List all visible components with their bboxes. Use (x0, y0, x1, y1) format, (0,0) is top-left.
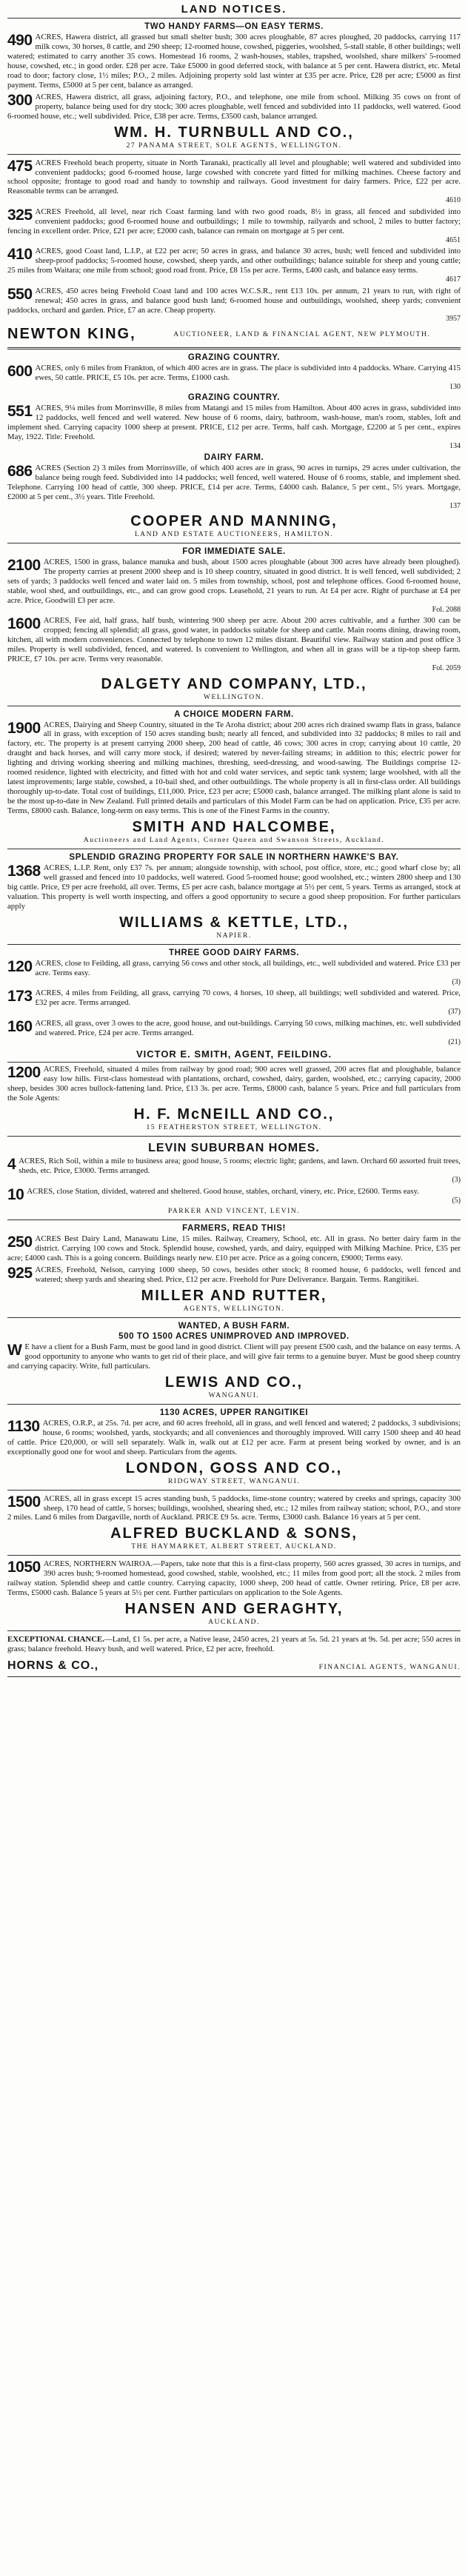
dalgety-ad (7, 543, 461, 706)
dalgety-firm: DALGETY AND COMPANY, LTD., (101, 675, 367, 692)
acreage: 300 (7, 92, 33, 109)
divider (7, 1062, 461, 1063)
listing-ref: 137 (449, 501, 461, 510)
listing-text: ACRES, Hawera district, all grass, adjoining factory, P.O., and telephone, one mile from school. Milking 35 cows on front of property, balance being used for dry stock; 300 acres ploughable, well fenced and subdivided into 11 paddocks, well watered. Good 6-roomed house, etc.; well subdivided. Price, £38 per acre. Terms, £3500 cash, balance arranged. (7, 92, 461, 121)
buckland-firm: ALFRED BUCKLAND & SONS, (110, 1525, 358, 1542)
miller-rutter-ad (7, 1220, 461, 1318)
acreage: 490 (7, 33, 33, 49)
lewis-subheading: 500 TO 1500 ACRES UNIMPROVED AND IMPROVED. (118, 1331, 350, 1341)
smith-address: Auctioneers and Land Agents, Corner Queen and Swanson Streets, Auckland. (83, 836, 385, 845)
listing (7, 988, 461, 1016)
listing (7, 1559, 461, 1598)
turnbull-firm: WM. H. TURNBULL AND CO., (114, 124, 354, 141)
listing-text: ACRES, Freehold, situated 4 miles from railway by good road; 900 acres well grassed, 200 acres flat and ploughable, balance easy low hills. First-class homestead with plantations, orchard, cowshed, dairy, garden, woolshed, etc.; carrying capacity, 2000 sheep, besides 300 acres bullock-fattening land. Price, £13 3s. per acre. Terms, £8000 cash, balance 5 years. Price and full particulars from the Sole Agents: (7, 1065, 461, 1103)
london-firm: LONDON, GOSS AND CO., (125, 1459, 343, 1476)
listing-text: ACRES, good Coast land, L.I.P., at £22 per acre; 50 acres in grass, and balance 30 acres, bush; well fenced and subdivided into sheep-proof paddocks; 5-roomed house, cowshed, sheep yards, and other outbuildings; balance suitable for sheep and young cattle; 25 miles from Waitara; one mile from school; good road front. Price, £8 15s per acre. Terms, £400 cash, and balance easy terms. (7, 247, 461, 275)
listing-ref: Fol. 2088 (432, 605, 461, 614)
smith-halcombe-ad (7, 706, 461, 850)
miller-heading: FARMERS, READ THIS! (182, 1224, 286, 1234)
listing-ref: 4651 (446, 235, 461, 244)
listing (7, 33, 461, 90)
smith-heading: A CHOICE MODERN FARM. (174, 709, 294, 719)
turnbull-address: 27 PANAMA STREET, SOLE AGENTS, WELLINGTON. (126, 141, 342, 150)
listing-text: ACRES, O.R.P., at 25s. 7d. per acre, and 60 acres freehold, all in grass, and well fenced and watered; 2 paddocks, 3 subdivisions; house, 6 rooms; woolshed, yards, stockyards; and all conveniences and thoroughly improved. Will carry 1500 sheep and 40 head of cattle. Price £20,000, or will sell separately. Walk in, walk out at £12 per acre. Farm at present being worked by owner, and is an exceptionally good one for wool and sheep. Particulars from the agents. (7, 1418, 461, 1456)
lewis-address: WANGANUI. (208, 1391, 260, 1399)
london-address: RIDGWAY STREET, WANGANUI. (167, 1476, 301, 1485)
acreage: 410 (7, 247, 33, 264)
section-heading: GRAZING COUNTRY. (187, 352, 281, 362)
dalgety-heading: FOR IMMEDIATE SALE. (182, 547, 286, 556)
drop-cap: W (7, 1342, 22, 1359)
acreage: 600 (7, 363, 33, 380)
mcneill-address: 15 FEATHERSTON STREET, WELLINGTON. (146, 1123, 322, 1131)
listing-text: ACRES (Section 2) 3 miles from Morrinsville, of which 400 acres are in grass, 90 acres in turnips, 29 acres under cultivation, the balance being rough feed. Subdivided into 14 paddocks; well fenced, well watered. House of 6 rooms, stable, and implement shed. Telephone. Carrying 100 head of cattle, 300 sheep. PRICE, £14 per acre. Terms, £4000 cash. Balance, 5 per cent., 5½ years. Mortgage, £2000 at 5 per cent., 3½ years. Title Freehold. (7, 463, 461, 501)
listing-text: ACRES, Rich Soil, within a mile to business area; good house, 5 rooms; electric light; gardens, and lawn. Orchard 60 assorted fruit trees, sheds, etc. Price, £3000. Terms arranged. (19, 1157, 461, 1176)
acreage: 475 (7, 158, 33, 175)
listing (7, 558, 461, 614)
hansen-address: AUCKLAND. (208, 1618, 260, 1627)
mcneill-firm: H. F. McNEILL AND CO., (133, 1105, 335, 1123)
listing-text: ACRES, 1500 in grass, balance manuka and bush, about 1500 acres ploughable (about 300 acres have already been ploughed). The property carries at present 2000 sheep and is 10 sheep country, situated in good district. It is well fenced, well subdivided; 2 sets of yards; 3 paddocks well fenced and water laid on. 5 miles from township, school, post and telephone offices. Good 6-roomed house, stable, wool shed, and outbuildings, etc., and can grow good crops. Leasehold, 21 years to run. At £4 per acre. Right of purchase at £4 per acre. Price, Goodwill £3 per acre. (7, 558, 461, 605)
listing-ref: 130 (449, 382, 461, 391)
williams-kettle-ad (7, 849, 461, 945)
hansen-firm: HANSEN AND GERAGHTY, (124, 1601, 344, 1618)
listing-text: ACRES Freehold, all level, near rich Coast farming land with two good roads, 8½ in grass, all fenced and subdivided into convenient paddocks; good 6-roomed house and outbuildings; 1 mile to township, railyards and school, 2 miles to butter factory; fencing in excellent order. Price, £21 per acre; £2000 cash, balance can remain on mortgage at 5 per cent. (7, 207, 461, 235)
listing-ref: (21) (448, 1037, 461, 1046)
listing-text: ACRES, 9¼ miles from Morrinsville, 8 miles from Matangi and 15 miles from Hamilton. About 400 acres in grass, subdivided into 12 paddocks, well fenced and well watered. New house of 6 rooms, dairy, bathroom, wash-house, man's room, stables, loft and implement shed. Carrying capacity 1000 sheep at present. PRICE, £12 per acre. Terms, half cash. Mortgage, £2200 at 5 per cent., expires May, 1922. Title: Freehold. (7, 404, 461, 442)
acreage: 1600 (7, 616, 41, 633)
listing (7, 616, 461, 672)
victor-heading: THREE GOOD DAIRY FARMS. (168, 948, 300, 957)
smith-firm: SMITH AND HALCOMBE, (132, 819, 336, 836)
land-notices-page (7, 0, 461, 1677)
london-heading: 1130 ACRES, UPPER RANGITIKEI (159, 1408, 309, 1417)
acreage: 1900 (7, 720, 41, 737)
listing-text: ACRES, NORTHERN WAIROA.—Papers, take note that this is a first-class property, 560 acres grassed, 30 acres in turnips, and 390 acres bush; 9-roomed homestead, good cowshed, stable, woolshed, etc.; 11 miles from good port; all the stock. 2 miles from railway station. Splendid sheep and cattle country. Carrying capacity, 1000 sheep, 200 head of cattle. Owner retiring. Price, £8 per acre. Terms, £5000 cash. Balance 5 years at 5½ per cent. Further particulars on application to the Sole Agents. (7, 1559, 461, 1598)
listing (7, 959, 461, 986)
horns-ad (7, 1631, 461, 1676)
levin-agents: PARKER AND VINCENT, LEVIN. (167, 1207, 301, 1216)
listing-text: ACRES, Dairying and Sheep Country, situated in the Te Aroha district; about 200 acres rich drained swamp flats in grass, balance all in grass, with exception of 150 acres standing bush; nearly all fenced, and subdivided into 32 paddocks; 8 miles to rail and factory, etc. The property is at present carrying 2000 sheep, 200 head of cattle, 46 cows; 300 acres in crop; carrying about 10 cattle, 20 draught and back horses, and will carry more stock, if desired; watered by never-failing streams; in addition to this; electric power for lighting and driving working sheering and milking machines, threshing, seed-dressing, and wood-sawing. The Buildings comprise 12-roomed residence, lighted with electricity, and fitted with hot and cold water services, and septic tank system; large woolshed, with all the latest improvements; large stable, cowshed, a 10-bail shed, and other outbuildings. The whole property is all in first-class order. All buildings thoroughly up-to-date. Total cost of buildings, £11,000. Price, £23 per acre; £5000 cash, balance arranged. The milking plant alone is said to be the most up-to-date in New Zealand. Full printed details and particulars of this Model Farm can be had on application. Price, £35 per acre. Terms, £8000 cash. Balance, long-term on easy terms. This is one of the Finest Farms in the country. (7, 720, 461, 816)
acreage: 250 (7, 1234, 33, 1251)
victor-smith-ad (7, 945, 461, 1137)
buckland-address: THE HAYMARKET, ALBERT STREET, AUCKLAND. (131, 1542, 337, 1551)
acreage: 160 (7, 1018, 33, 1035)
levin-ad (7, 1137, 461, 1220)
acreage: 325 (7, 207, 33, 224)
acreage: 4 (7, 1157, 16, 1174)
listing (7, 464, 461, 510)
listing-text: ACRES, all grass, over 3 owes to the acre, good house, and out-buildings. Carrying 50 cows, milking machines, etc. well subdivided and watered. Price, £24 per acre. Terms arranged. (35, 1018, 461, 1037)
miller-address: AGENTS, WELLINGTON. (183, 1304, 285, 1313)
lewis-firm: LEWIS AND CO., (164, 1374, 304, 1391)
listing-text: ACRES, 4 miles from Feilding, all grass, carrying 70 cows, 4 horses, 10 sheep, all buildings; well subdivided and watered. Price, £32 per acre. Terms arranged. (35, 988, 461, 1008)
acreage: 2100 (7, 558, 41, 574)
buckland-ad (7, 1491, 461, 1556)
newton-king-ad (7, 155, 461, 349)
listing-text: —Land, £1 5s. per acre, a Native lease, 2450 acres, 21 years at 5s. 5d. 21 years at 9s. 5d. per acre; 550 acres in grass; balance freehold. Heavy bush, and well watered. Price, £2 per acre, freehold. (7, 1635, 461, 1654)
listing (7, 1494, 461, 1523)
williams-firm: WILLIAMS & KETTLE, LTD., (119, 914, 349, 931)
lead-phrase: EXCEPTIONAL CHANCE. (7, 1635, 104, 1645)
listing (7, 158, 461, 205)
listing-text: ACRES, 450 acres being Freehold Coast land and 100 acres W.C.S.R., rent £13 10s. per annum, 21 years to run, with right of renewal; 450 acres in grass, and balance good bush land; 6-roomed house and outbuildings, woolshed, sheep yards; convenient paddocks, orchard and garden. Price, £7 an acre. Cheap property. (7, 286, 461, 315)
horns-footer (7, 1656, 461, 1673)
listing-ref: 134 (449, 442, 461, 451)
listing (7, 863, 461, 911)
listing-text: ACRES, Fee aid, half grass, half bush, wintering 900 sheep per acre. About 200 acres cultivable, and a further 300 can be cropped; fencing all splendid; all grass, good water, in paddocks suitable for sheep and cattle. Main rooms dining, drawing room, kitchen, all with modern conveniences. Connected by telephone to town 12 miles distant. Beautiful view. Railway station and post office 3 miles. Property is well subdivided, fenced, and watered. Is convenient to Wellington, and when all in grass will be a tip-top sheep farm. PRICE, £7 10s. per acre. Terms very reasonable. (7, 616, 461, 664)
listing (7, 720, 461, 817)
listing (7, 364, 461, 391)
listing-text: ACRES Freehold beach property, situate in North Taranaki, practically all level and ploughable; well watered and subdivided into convenient paddocks; good 6-roomed house, large cowshed with concrete yard fitted for milking machines. Cheese factory and school opposite; frontage to good road and handy to township and railways. Good investment for dairy farmers. Price, £22 per acre. Reasonable terms can be arranged. (7, 158, 461, 196)
listing-text: ACRES, L.I.P. Rent, only £37 7s. per annum; alongside township, with school, post office, store, etc.; good wharf close by; all well grassed and fenced into 10 paddocks, well watered. Good 5-roomed house; good woolshed, etc.; winters 2800 sheep and 130 big cattle. Price, £9 per acre freehold, all over. Terms, £5 per acre cash, balance mortgage at 5½ per cent, 5 years. Terms as arranged, stock at valuation. This property is well worth inspecting, and offers a good opportunity to secure a good sheep proposition. For further particulars apply (7, 863, 461, 911)
acreage: 1200 (7, 1065, 41, 1082)
listing-ref: 4617 (446, 275, 461, 284)
acreage: 551 (7, 404, 33, 421)
listing-ref: Fol. 2059 (432, 664, 461, 673)
acreage: 925 (7, 1265, 33, 1282)
listing (7, 1265, 461, 1285)
listing-text: ACRES, only 6 miles from Frankton, of which 400 acres are in grass. The place is subdivided into 4 paddocks. Whare. Carrying 415 ewes, 50 cattle. PRICE, £5 10s. per acre. Terms, £1000 cash. (35, 363, 461, 382)
listing-text: E have a client for a Bush Farm, must be good land in good district. Client will pay present £500 cash, and the balance on easy terms. A good opportunity to anyone who wants to get rid of their place, and will give fair terms to a genuine buyer. Must be good sheep country and carrying capacity. Write, full particulars. (7, 1342, 461, 1371)
turnbull-heading: TWO HANDY FARMS—ON EASY TERMS. (144, 22, 324, 31)
acreage: 1368 (7, 863, 41, 880)
victor-firm: VICTOR E. SMITH, AGENT, FEILDING. (136, 1048, 332, 1060)
listing (7, 247, 461, 284)
miller-firm: MILLER AND RUTTER, (141, 1287, 327, 1304)
listing (7, 1019, 461, 1046)
acreage: 1050 (7, 1559, 41, 1576)
acreage: 1500 (7, 1493, 41, 1511)
cooper-address: LAND AND ESTATE AUCTIONEERS, HAMILTON. (134, 530, 334, 538)
listing (7, 207, 461, 244)
listing (7, 93, 461, 121)
newton-address: AUCTIONEER, LAND & FINANCIAL AGENT, NEW PLYMOUTH. (173, 329, 431, 338)
listing (7, 1342, 461, 1371)
listing (7, 1234, 461, 1263)
williams-heading: SPLENDID GRAZING PROPERTY FOR SALE IN NORTHERN HAWKE'S BAY. (69, 853, 399, 863)
acreage: 1130 (7, 1418, 40, 1435)
listing (7, 1157, 461, 1184)
listing (7, 404, 461, 450)
listing-text: ACRES, close Station, divided, watered and sheltered. Good house, stables, orchard, vinery, etc. Price, £2600. Terms easy. (27, 1186, 419, 1196)
listing (7, 1419, 461, 1457)
newton-footer (7, 326, 461, 343)
listing (7, 1635, 461, 1654)
newton-firm: NEWTON KING, (7, 325, 136, 342)
hansen-geraghty-ad (7, 1556, 461, 1631)
section-heading: DAIRY FARM. (204, 452, 264, 462)
listing-text: ACRES Best Dairy Land, Manawatu Line, 15 miles. Railway, Creamery, School, etc. All in grass. No better dairy farm in the district. Carrying 100 cows and Stock. Splendid house, cowshed, yards, and dairy, equipped with Milking Machine. Price, £35 per acre; £4000 cash. This is a going concern. Buildings nearly new. £10 per acre. Price as a going concern, £9000; Terms easy. (7, 1234, 461, 1263)
listing-text: ACRES, Hawera district, all grassed but small shelter bush; 300 acres ploughable, 87 acres ploughed, 20 paddocks, carrying 117 milk cows, 30 horses, 8 cattle, and 290 sheep; 12-roomed house, cowshed, piggeries, woolshed, 5-stall stable, 8 other buildings; well watered; estimated to carry another 35 cows. Homestead 16 rooms, 2 wash-houses, stables, trapshed, woolshed, share milkers' 5-roomed house, cowshed, etc.; in good order. £28 per acre. Take £5000 in good deferred stock, with balance at 5 per cent. Hawera district, etc. Metal road to door; factory close, 1½ miles; P.O., 2 miles. Adjoining property sold last winter at £35 per acre. Price, £28 per acre; £5000 as first payment. Terms, £5000 at 5 per cent, balance as arranged. (7, 33, 461, 90)
listing-ref: 3957 (446, 315, 461, 324)
listing-text: ACRES, all in grass except 15 acres standing bush, 5 paddocks, lime-stone country; watered by creeks and springs, capacity 300 sheep, 170 head of cattle, 5 horses; buildings, woolshed, shearing shed, etc.; 12 miles from railway station; school, P.O., and store 2 miles. Land 6 miles from Dargaville, north of Auckland. PRICE £9 5s. acre. Terms, £3000 cash. Balance 16 years at 5 per cent. (7, 1493, 461, 1522)
acreage: 10 (7, 1186, 24, 1203)
listing-ref: 4610 (446, 196, 461, 205)
acreage: 686 (7, 463, 33, 480)
cooper-firm: COOPER AND MANNING, (130, 513, 338, 529)
cooper-manning-ad (7, 349, 461, 543)
horns-firm: HORNS & CO., (7, 1659, 99, 1673)
listing (7, 1187, 461, 1205)
dalgety-address: WELLINGTON. (203, 692, 265, 701)
acreage: 173 (7, 988, 33, 1006)
listing (7, 1065, 461, 1103)
listing-ref: (37) (448, 1008, 461, 1017)
london-goss-ad (7, 1405, 461, 1491)
section-heading: GRAZING COUNTRY. (187, 393, 281, 403)
turnbull-ad (7, 19, 461, 155)
williams-address: NAPIER. (216, 931, 252, 940)
acreage: 550 (7, 286, 33, 303)
lewis-ad (7, 1318, 461, 1405)
masthead: LAND NOTICES. (7, 1, 461, 19)
listing-text: ACRES, close to Feilding, all grass, carrying 56 cows and other stock, all buildings, etc., well subdivided and watered. Price £33 per acre. Terms easy. (35, 958, 461, 977)
acreage: 120 (7, 958, 33, 975)
lewis-heading: WANTED, A BUSH FARM. (178, 1321, 290, 1331)
listing-ref: (5) (452, 1196, 461, 1205)
listing-ref: (3) (452, 1176, 461, 1185)
levin-heading: LEVIN SUBURBAN HOMES. (148, 1141, 320, 1154)
listing-text: ACRES, Freehold, Nelson, carrying 1000 sheep, 50 cows, besides other stock; 8 roomed house, 6 paddocks, well fenced and watered; sheep yards and shearing shed. Price, £12 per acre. Freehold for Pure Deliverance. Bargain. Terms. Rangitikei. (35, 1265, 461, 1284)
listing-ref: (3) (452, 977, 461, 986)
horns-address: FINANCIAL AGENTS, WANGANUI. (318, 1663, 461, 1672)
listing (7, 287, 461, 324)
